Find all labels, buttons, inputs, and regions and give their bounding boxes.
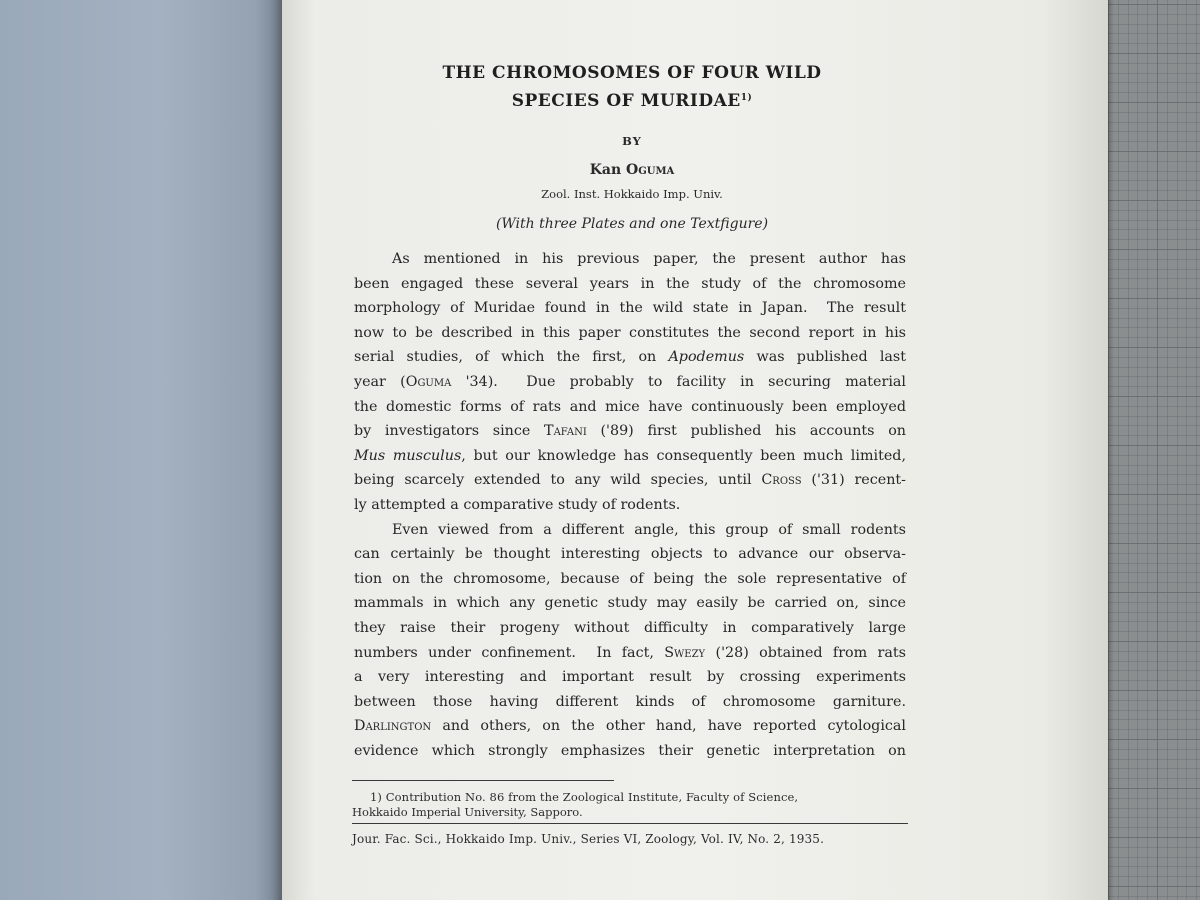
mat-grid-line — [1100, 563, 1200, 564]
mat-grid-line — [1100, 200, 1200, 201]
mat-grid-line — [1100, 396, 1200, 397]
body-line-text: ('31) recent- — [801, 472, 906, 489]
mat-grid-line — [1100, 122, 1200, 123]
mat-grid-line — [1100, 553, 1200, 554]
mat-grid-line — [1100, 739, 1200, 740]
body-line — [354, 470, 906, 490]
body-line — [354, 618, 906, 638]
mat-grid-line — [1100, 318, 1200, 319]
mat-grid-line — [1137, 0, 1138, 900]
footnote-line-2: Hokkaido Imperial University, Sapporo. — [352, 805, 583, 819]
mat-grid-line — [1100, 837, 1200, 838]
mat-grid-line — [1100, 229, 1200, 230]
mat-grid-line — [1100, 817, 1200, 818]
body-line — [354, 397, 906, 417]
mat-grid-line — [1100, 533, 1200, 534]
mat-grid-line — [1100, 367, 1200, 368]
body-line — [354, 274, 906, 294]
mat-grid-line — [1100, 308, 1200, 309]
mat-grid-line — [1100, 670, 1200, 671]
body-line — [354, 544, 906, 564]
mat-grid-line — [1100, 876, 1200, 877]
journal-page — [282, 0, 1108, 900]
body-line — [354, 569, 906, 589]
mat-grid-line — [1100, 220, 1200, 221]
mat-grid-line — [1100, 514, 1200, 515]
mat-grid-line — [1100, 749, 1200, 750]
mat-grid-line — [1100, 896, 1200, 897]
body-line-text: between those having different kinds of chromosome garniture. — [354, 693, 906, 710]
mat-grid-line — [1100, 278, 1200, 279]
journal-separator — [352, 823, 908, 824]
mat-grid-line — [1100, 690, 1200, 691]
cited-author: Cross — [761, 472, 802, 489]
author-first-name: Kan — [589, 162, 622, 178]
body-line-text: was published last — [744, 349, 906, 366]
body-line — [392, 249, 906, 269]
mat-grid-line — [1100, 602, 1200, 603]
mat-grid-line — [1186, 0, 1187, 900]
mat-grid-line — [1147, 0, 1148, 900]
mat-grid-line — [1100, 474, 1200, 475]
mat-grid-line — [1100, 494, 1200, 495]
cited-author: Tafani — [544, 423, 587, 440]
mat-grid-line — [1100, 719, 1200, 720]
footnote-separator — [352, 780, 614, 781]
mat-grid-line — [1100, 53, 1200, 54]
mat-grid-line — [1100, 386, 1200, 387]
mat-grid-line — [1100, 455, 1200, 456]
mat-grid-line — [1100, 327, 1200, 328]
author-last-name: Oguma — [626, 162, 675, 178]
body-line-text: by investigators since — [354, 423, 545, 440]
body-line — [392, 520, 906, 540]
body-line-text: been engaged these several years in the study of the chromosome — [354, 275, 906, 292]
mat-grid-line — [1108, 0, 1109, 900]
cited-author: Swezy — [664, 644, 706, 661]
body-line — [354, 667, 906, 687]
mat-grid-line — [1100, 788, 1200, 789]
mat-grid-line — [1100, 24, 1200, 25]
mat-grid-line — [1100, 63, 1200, 64]
mat-grid-line — [1100, 151, 1200, 152]
mat-grid-line — [1100, 141, 1200, 142]
body-line-text: mammals in which any genetic study may easily be carried on, since — [354, 595, 906, 612]
mat-grid-line — [1100, 768, 1200, 769]
body-line-text: ('89) first published his accounts on — [586, 423, 907, 440]
body-line — [354, 446, 906, 466]
body-line-text: now to be described in this paper constitutes the second report in his — [354, 324, 906, 341]
mat-grid-line — [1100, 82, 1200, 83]
affiliation: Zool. Inst. Hokkaido Imp. Univ. — [541, 187, 723, 201]
by-line: BY — [622, 134, 642, 148]
mat-grid-line — [1100, 651, 1200, 652]
mat-grid-line — [1100, 92, 1200, 93]
body-line — [354, 593, 906, 613]
mat-grid-line — [1100, 612, 1200, 613]
mat-grid-line — [1100, 523, 1200, 524]
mat-grid-line — [1100, 406, 1200, 407]
body-line-text: ly attempted a comparative study of rodents. — [354, 497, 681, 513]
italic-term: Mus musculus — [354, 447, 462, 464]
cited-author: Oguma — [405, 374, 452, 390]
mat-grid-line — [1100, 190, 1200, 191]
title-line-2 — [282, 91, 982, 111]
body-line-text: ('28) obtained from rats — [705, 644, 906, 661]
body-line-text: tion on the chromosome, because of being the sole representative of — [354, 570, 906, 587]
mat-grid-line — [1196, 0, 1197, 900]
body-line-text: year ( — [354, 374, 406, 390]
mat-grid-line — [1100, 484, 1200, 485]
mat-grid-line — [1100, 857, 1200, 858]
body-line-text: , but our knowledge has consequently been much limited, — [461, 447, 906, 464]
mat-grid-line — [1100, 33, 1200, 34]
mat-grid-line — [1100, 798, 1200, 799]
mat-grid-line — [1100, 700, 1200, 701]
body-line — [354, 323, 906, 343]
mat-grid-line — [1118, 0, 1119, 900]
mat-grid-line — [1100, 259, 1200, 260]
page-content — [282, 0, 1108, 900]
body-line — [354, 347, 906, 367]
body-line — [354, 643, 906, 663]
cutting-mat — [1100, 0, 1200, 900]
mat-grid-line — [1157, 0, 1158, 900]
mat-grid-line — [1100, 357, 1200, 358]
body-line — [354, 495, 906, 515]
plates-note: (With three Plates and one Textfigure) — [495, 216, 769, 232]
footnote-line-1: 1) Contribution No. 86 from the Zoological Institute, Faculty of Science, — [370, 790, 799, 804]
body-line-text: and others, on the other hand, have reported cytological — [431, 718, 906, 735]
mat-grid-line — [1128, 0, 1129, 900]
body-line — [354, 716, 906, 736]
title-line-2-text: SPECIES OF MURIDAE — [511, 91, 741, 111]
mat-grid-line — [1100, 171, 1200, 172]
mat-grid-line — [1100, 43, 1200, 44]
body-line — [354, 372, 906, 392]
mat-grid-line — [1100, 778, 1200, 779]
mat-grid-line — [1100, 759, 1200, 760]
body-line-text: serial studies, of which the first, on — [354, 349, 669, 366]
cited-author: Darlington — [354, 718, 432, 735]
mat-grid-line — [1100, 680, 1200, 681]
body-line — [354, 741, 906, 761]
body-line — [354, 421, 906, 441]
body-line-text: they raise their progeny without difficulty in comparatively large — [354, 620, 906, 636]
mat-grid-line — [1100, 631, 1200, 632]
mat-grid-line — [1100, 337, 1200, 338]
italic-term: Apodemus — [668, 349, 745, 366]
mat-grid-line — [1177, 0, 1178, 900]
author-name — [282, 162, 982, 178]
mat-grid-line — [1100, 504, 1200, 505]
mat-grid-line — [1100, 102, 1200, 103]
mat-grid-line — [1100, 73, 1200, 74]
mat-grid-line — [1100, 425, 1200, 426]
mat-grid-line — [1100, 435, 1200, 436]
mat-grid-line — [1100, 239, 1200, 240]
mat-grid-line — [1100, 376, 1200, 377]
mat-grid-line — [1100, 847, 1200, 848]
mat-grid-line — [1100, 416, 1200, 417]
mat-grid-line — [1100, 592, 1200, 593]
mat-grid-line — [1100, 866, 1200, 867]
mat-grid-line — [1100, 808, 1200, 809]
body-line-text: morphology of Muridae found in the wild state in Japan. The result — [354, 300, 906, 317]
mat-grid-line — [1100, 14, 1200, 15]
mat-grid-line — [1100, 445, 1200, 446]
title-line-1: THE CHROMOSOMES OF FOUR WILD — [442, 63, 822, 83]
mat-grid-line — [1167, 0, 1168, 900]
mat-grid-line — [1100, 827, 1200, 828]
mat-grid-line — [1100, 886, 1200, 887]
mat-grid-line — [1100, 4, 1200, 5]
mat-grid-line — [1100, 210, 1200, 211]
title-footnote-mark: 1) — [740, 93, 753, 103]
body-line-text: '34). Due probably to facility in securing material — [451, 374, 906, 390]
mat-grid-line — [1100, 661, 1200, 662]
mat-grid-line — [1100, 347, 1200, 348]
mat-grid-line — [1100, 161, 1200, 162]
mat-grid-line — [1100, 621, 1200, 622]
body-line-text: As mentioned in his previous paper, the present author has — [392, 251, 906, 267]
body-line-text: evidence which strongly emphasizes their genetic interpretation on — [354, 743, 906, 759]
body-line — [354, 692, 906, 712]
mat-grid-line — [1100, 249, 1200, 250]
mat-grid-line — [1100, 112, 1200, 113]
mat-grid-line — [1100, 641, 1200, 642]
body-line-text: numbers under confinement. In fact, — [354, 644, 665, 661]
mat-grid-line — [1100, 180, 1200, 181]
mat-grid-line — [1100, 582, 1200, 583]
body-line-text: Even viewed from a different angle, this group of small rodents — [392, 521, 906, 538]
journal-reference: Jour. Fac. Sci., Hokkaido Imp. Univ., Series VI, Zoology, Vol. IV, No. 2, 1935. — [352, 832, 825, 846]
body-line-text: being scarcely extended to any wild species, until — [354, 472, 762, 489]
mat-grid-line — [1100, 131, 1200, 132]
mat-grid-line — [1100, 729, 1200, 730]
mat-grid-line — [1100, 543, 1200, 544]
mat-grid-line — [1100, 710, 1200, 711]
body-line-text: can certainly be thought interesting objects to advance our observa- — [354, 546, 906, 563]
body-line-text: a very interesting and important result by crossing experiments — [354, 669, 906, 686]
mat-grid-line — [1100, 298, 1200, 299]
mat-grid-line — [1100, 572, 1200, 573]
body-line — [354, 298, 906, 318]
body-line-text: the domestic forms of rats and mice have continuously been employed — [354, 398, 906, 415]
book-cover-left — [0, 0, 290, 900]
mat-grid-line — [1100, 288, 1200, 289]
mat-grid-line — [1100, 465, 1200, 466]
mat-grid-line — [1100, 269, 1200, 270]
